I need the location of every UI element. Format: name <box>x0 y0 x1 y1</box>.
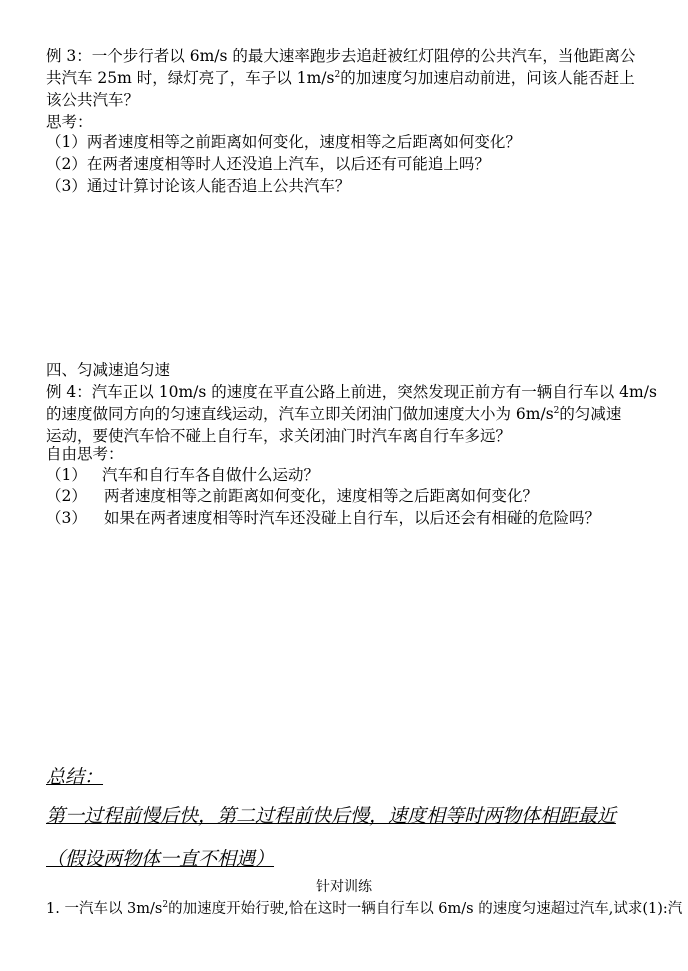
question-number: （1） <box>46 466 87 484</box>
example3-question-1: （1）两者速度相等之前距离如何变化，速度相等之后距离如何变化？ <box>46 133 521 151</box>
section4-heading: 四、匀减速追匀速 <box>46 361 171 379</box>
training-item-1 <box>46 898 682 920</box>
example3-line3: 该公共汽车？ <box>46 91 140 109</box>
example3-line1: 例 3：一个步行者以 6m/s 的最大速率跑步去追赶被红灯阻停的公共汽车，当他距离公 <box>46 47 636 65</box>
question-text: 两者速度相等之前距离如何变化，速度相等之后距离如何变化？ <box>104 487 539 505</box>
question-text: 如果在两者速度相等时汽车还没碰上自行车，以后还会有相碰的危险吗？ <box>104 509 601 527</box>
free-think-label: 自由思考： <box>46 445 124 463</box>
summary-line2: （假设两物体一直不相遇） <box>46 848 275 870</box>
example4-line2-b: 的匀减速 <box>559 405 622 423</box>
example3-think-label: 思考： <box>46 113 93 131</box>
question-number: （3） <box>46 509 87 527</box>
example4-line1: 例 4：汽车正以 10m/s 的速度在平直公路上前进，突然发现正前方有一辆自行车以 4m/s <box>46 383 657 401</box>
example4-question-2 <box>46 485 538 507</box>
training-item-1-a: 1. 一汽车以 3m/s <box>46 901 163 917</box>
example3-question-3: （3）通过计算讨论该人能否追上公共汽车？ <box>46 177 351 195</box>
example4-line3: 运动，要使汽车恰不碰上自行车，求关闭油门时汽车离自行车多远？ <box>46 427 512 445</box>
example4-question-3 <box>46 507 600 529</box>
training-item-1-b: 的加速度开始行驶,恰在这时一辆自行车以 6m/s 的速度匀速超过汽车,试求(1):汽 <box>168 901 683 917</box>
training-item-1-sup: 2 <box>162 900 169 911</box>
question-text: 汽车和自行车各自做什么运动？ <box>102 466 320 484</box>
question-number: （2） <box>46 487 87 505</box>
example3-line2-sup: 2 <box>334 69 341 80</box>
example4-line2-sup: 2 <box>553 405 560 416</box>
summary-label: 总结： <box>46 766 104 788</box>
training-title: 针对训练 <box>316 879 372 895</box>
example3-line2-a: 共汽车 25m 时，绿灯亮了，车子以 1m/s <box>46 69 335 87</box>
example4-line2-a: 的速度做同方向的匀速直线运动，汽车立即关闭油门做加速度大小为 6m/s <box>46 405 554 423</box>
example3-question-2: （2）在两者速度相等时人还没追上汽车，以后还有可能追上吗？ <box>46 155 490 173</box>
example3-line2-b: 的加速度匀加速启动前进，问该人能否赶上 <box>340 69 635 87</box>
example4-line2 <box>46 403 621 425</box>
summary-line1: 第一过程前慢后快，第二过程前快后慢，速度相等时两物体相距最近 <box>46 805 617 827</box>
example3-line2 <box>46 67 635 89</box>
example4-question-1 <box>46 464 319 486</box>
